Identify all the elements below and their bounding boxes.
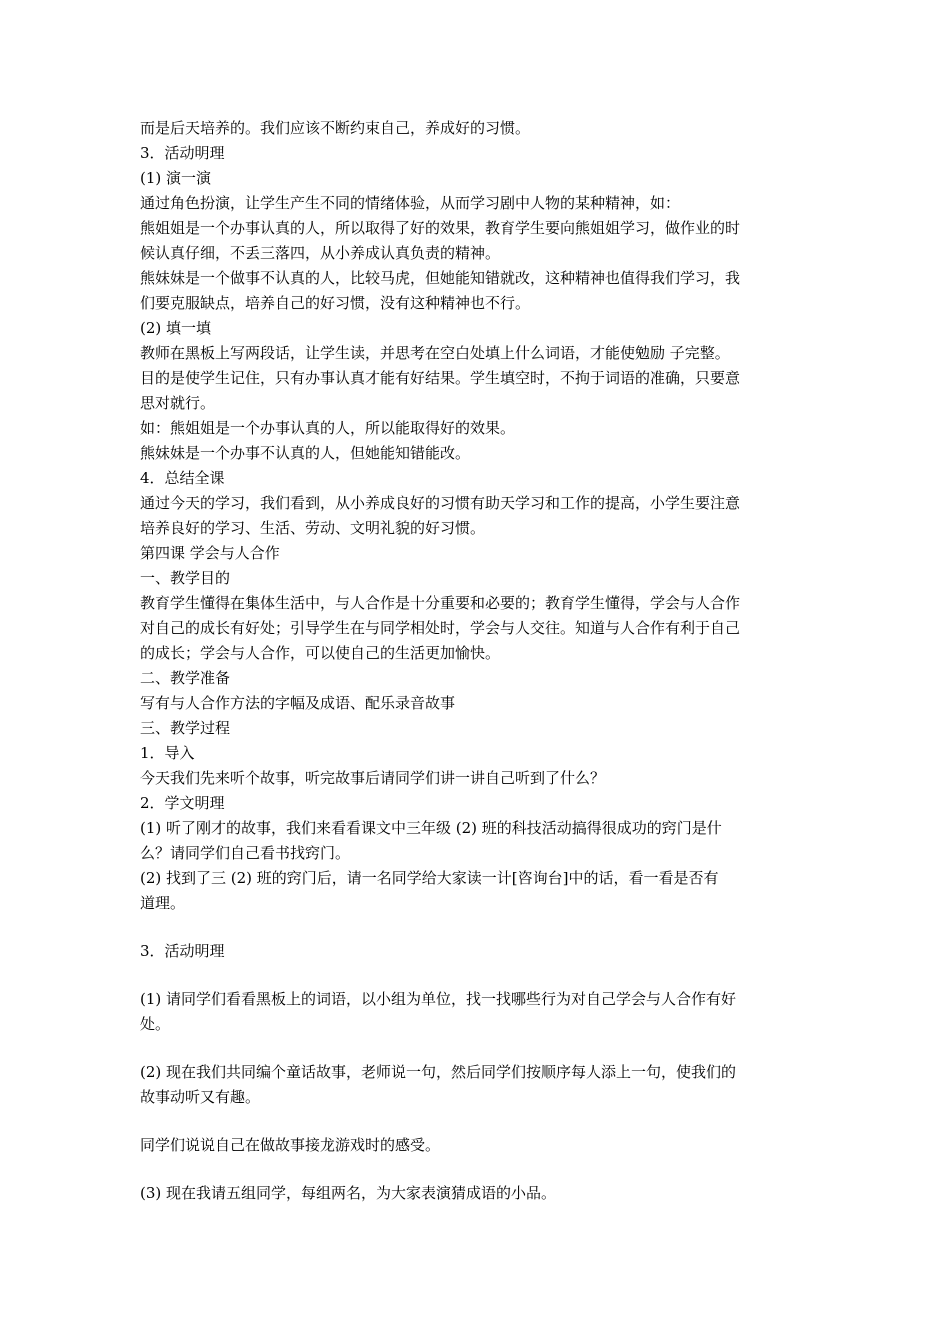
text-line: (2) 现在我们共同编个童话故事，老师说一句，然后同学们按顺序每人添上一句，使我们的 (140, 1063, 737, 1081)
text-line: 处。 (140, 1015, 171, 1033)
text-line: 熊妹妹是一个办事不认真的人，但她能知错能改。 (140, 444, 471, 462)
text-line: 如：熊姐姐是一个办事认真的人，所以能取得好的效果。 (140, 419, 516, 437)
text-line: 同学们说说自己在做故事接龙游戏时的感受。 (140, 1136, 441, 1154)
text-line: 3．活动明理 (140, 144, 225, 162)
text-line: 培养良好的学习、生活、劳动、文明礼貌的好习惯。 (140, 519, 486, 537)
lesson-title: 第四课 学会与人合作 (140, 544, 280, 562)
text-line: 1．导入 (140, 744, 195, 762)
section-heading: 3．活动明理 (140, 942, 225, 960)
text-line: 们要克服缺点，培养自己的好习惯，没有这种精神也不行。 (140, 294, 531, 312)
text-line: 教师在黑板上写两段话，让学生读，并思考在空白处填上什么词语，才能使勉励 子完整。 (140, 344, 730, 362)
text-line: 教育学生懂得在集体生活中，与人合作是十分重要和必要的；教育学生懂得，学会与人合作 (140, 594, 741, 612)
text-line: 写有与人合作方法的字幅及成语、配乐录音故事 (140, 694, 456, 712)
text-line: (1) 演一演 (140, 169, 212, 187)
text-line: 候认真仔细，不丢三落四，从小养成认真负责的精神。 (140, 244, 501, 262)
text-line: 思对就行。 (140, 394, 216, 412)
text-line: (2) 填一填 (140, 319, 212, 337)
text-line: (1) 请同学们看看黑板上的词语，以小组为单位，找一找哪些行为对自己学会与人合作有好 (140, 990, 737, 1008)
text-line: 故事动听又有趣。 (140, 1088, 261, 1106)
text-line: (2) 找到了三 (2) 班的窍门后，请一名同学给大家读一计[咨询台]中的话，看一看是否有 (140, 869, 719, 887)
text-line: 对自己的成长有好处；引导学生在与同学相处时，学会与人交往。知道与人合作有利于自己 (140, 619, 741, 637)
text-line: 目的是使学生记住，只有办事认真才能有好结果。学生填空时，不拘于词语的准确，只要意 (140, 369, 741, 387)
text-line: 通过角色扮演，让学生产生不同的情绪体验，从而学习剧中人物的某种精神，如： (140, 194, 681, 212)
text-line: 么？请同学们自己看书找窍门。 (140, 844, 351, 862)
text-line: (3) 现在我请五组同学，每组两名，为大家表演猜成语的小品。 (140, 1184, 557, 1202)
section-heading: 4．总结全课 (140, 469, 225, 487)
text-line: 道理。 (140, 894, 186, 912)
text-line: 通过今天的学习，我们看到，从小养成良好的习惯有助天学习和工作的提高，小学生要注意 (140, 494, 741, 512)
text-line: 2．学文明理 (140, 794, 225, 812)
text-line: 熊姐姐是一个办事认真的人，所以取得了好的效果，教育学生要向熊姐姐学习，做作业的时 (140, 219, 741, 237)
text-line: 的成长；学会与人合作，可以使自己的生活更加愉快。 (140, 644, 501, 662)
text-line: 熊妹妹是一个做事不认真的人，比较马虎，但她能知错就改，这种精神也值得我们学习，我 (140, 269, 741, 287)
section-heading: 一、教学目的 (140, 569, 231, 587)
section-heading: 三、教学过程 (140, 719, 231, 737)
text-line: 而是后天培养的。我们应该不断约束自己，养成好的习惯。 (140, 119, 531, 137)
text-line: 今天我们先来听个故事，听完故事后请同学们讲一讲自己听到了什么？ (140, 769, 606, 787)
section-heading: 二、教学准备 (140, 669, 231, 687)
text-line: (1) 听了刚才的故事，我们来看看课文中三年级 (2) 班的科技活动搞得很成功的窍门是什 (140, 819, 722, 837)
